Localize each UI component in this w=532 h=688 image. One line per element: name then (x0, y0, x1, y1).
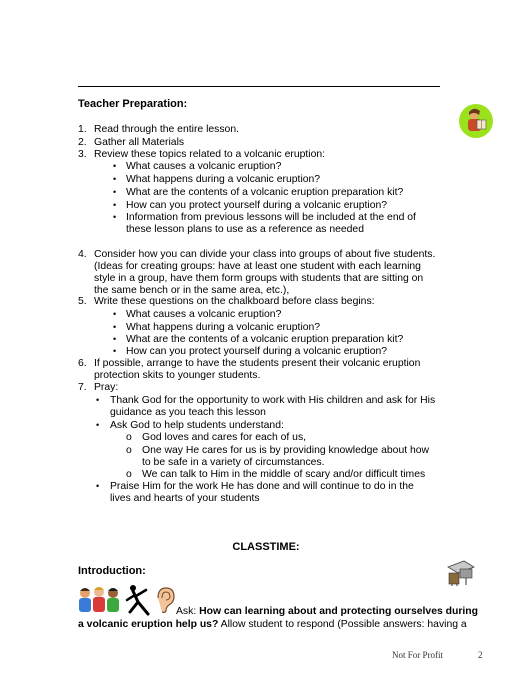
bullet-icon: • (113, 322, 117, 332)
item-1-text: Read through the entire lesson. (94, 124, 239, 135)
topic-item: What causes a volcanic eruption? (126, 161, 282, 172)
item-5-text: Write these questions on the chalkboard before class begins: (94, 296, 375, 307)
bullet-icon: • (113, 174, 117, 184)
item-2-text: Gather all Materials (94, 137, 185, 148)
bullet-icon: • (113, 346, 117, 356)
bullet-icon: • (113, 161, 117, 171)
question-item: What happens during a volcanic eruption? (126, 322, 321, 333)
school-desk-icon (444, 557, 476, 587)
item-4-line: Consider how you can divide your class into groups of about five students. (94, 249, 436, 260)
bullet-icon: • (96, 420, 100, 430)
ask-label: Ask: (176, 606, 197, 617)
item-1-num: 1. (78, 124, 87, 135)
question-bold-part-1: How can learning about and protecting ourselves during (199, 606, 478, 617)
bullet-icon: • (96, 481, 100, 491)
student-group-icon (76, 584, 122, 614)
question-bold-part-2: a volcanic eruption help us? (78, 619, 219, 630)
topic-item: What happens during a volcanic eruption? (126, 174, 321, 185)
item-2-num: 2. (78, 137, 87, 148)
circle-bullet-icon: o (126, 469, 132, 480)
topic-item: How can you protect yourself during a volcanic eruption? (126, 200, 388, 211)
item-6-line: protection skits to younger students. (94, 370, 261, 381)
prayer-item: Ask God to help students understand: (110, 420, 284, 431)
item-7-text: Pray: (94, 382, 119, 393)
classtime-heading: CLASSTIME: (232, 541, 300, 553)
circle-bullet-icon: o (126, 432, 132, 443)
prayer-subitem: One way He cares for us is by providing knowledge about how (142, 445, 430, 456)
item-4-line: style in a group, have them form groups with students that are sitting on (94, 273, 424, 284)
item-6-num: 6. (78, 358, 87, 369)
item-7-num: 7. (78, 382, 87, 393)
teacher-reading-icon (458, 103, 494, 139)
ear-icon (154, 586, 176, 614)
page-number: 2 (478, 650, 483, 660)
topic-item-continued: these lesson plans to use as a reference as needed (126, 224, 364, 235)
circle-bullet-icon: o (126, 445, 132, 456)
topic-item: Information from previous lessons will be included at the end of (126, 212, 416, 223)
item-6-line: If possible, arrange to have the students present their volcanic eruption (94, 358, 421, 369)
question-item: How can you protect yourself during a volcanic eruption? (126, 346, 388, 357)
prayer-subitem: God loves and cares for each of us, (142, 432, 307, 443)
teacher-prep-heading: Teacher Preparation: (78, 98, 188, 110)
question-item: What causes a volcanic eruption? (126, 309, 282, 320)
question-item: What are the contents of a volcanic eruption preparation kit? (126, 334, 404, 345)
question-rest: Allow student to respond (Possible answers: having a (220, 619, 467, 630)
topic-item: What are the contents of a volcanic eruption preparation kit? (126, 187, 404, 198)
bullet-icon: • (113, 200, 117, 210)
ask-question-line-2 (78, 619, 467, 631)
prayer-item-continued: guidance as you teach this lesson (110, 407, 266, 418)
item-3-num: 3. (78, 149, 87, 160)
prayer-subitem-continued: to be safe in a variety of circumstances. (142, 457, 325, 468)
prayer-item: Thank God for the opportunity to work with His children and ask for His (110, 395, 436, 406)
item-5-num: 5. (78, 296, 87, 307)
introduction-heading: Introduction: (78, 565, 146, 577)
footer-label: Not For Profit (392, 650, 444, 660)
item-4-line: (Ideas for creating groups: have at least one student with each learning (94, 261, 421, 272)
kinesthetic-figure-icon (124, 584, 152, 616)
item-4-num: 4. (78, 249, 87, 260)
ask-question-line-1 (176, 606, 478, 618)
bullet-icon: • (96, 395, 100, 405)
top-rule (78, 86, 440, 87)
item-4-line: the same bench or in the same area, etc.), (94, 285, 290, 296)
prayer-item-continued: lives and hearts of your students (110, 493, 260, 504)
prayer-subitem: We can talk to Him in the middle of scary and/or difficult times (142, 469, 426, 480)
bullet-icon: • (113, 309, 117, 319)
item-3-text: Review these topics related to a volcanic eruption: (94, 149, 326, 160)
bullet-icon: • (113, 212, 117, 222)
bullet-icon: • (113, 334, 117, 344)
bullet-icon: • (113, 187, 117, 197)
prayer-item: Praise Him for the work He has done and will continue to do in the (110, 481, 414, 492)
